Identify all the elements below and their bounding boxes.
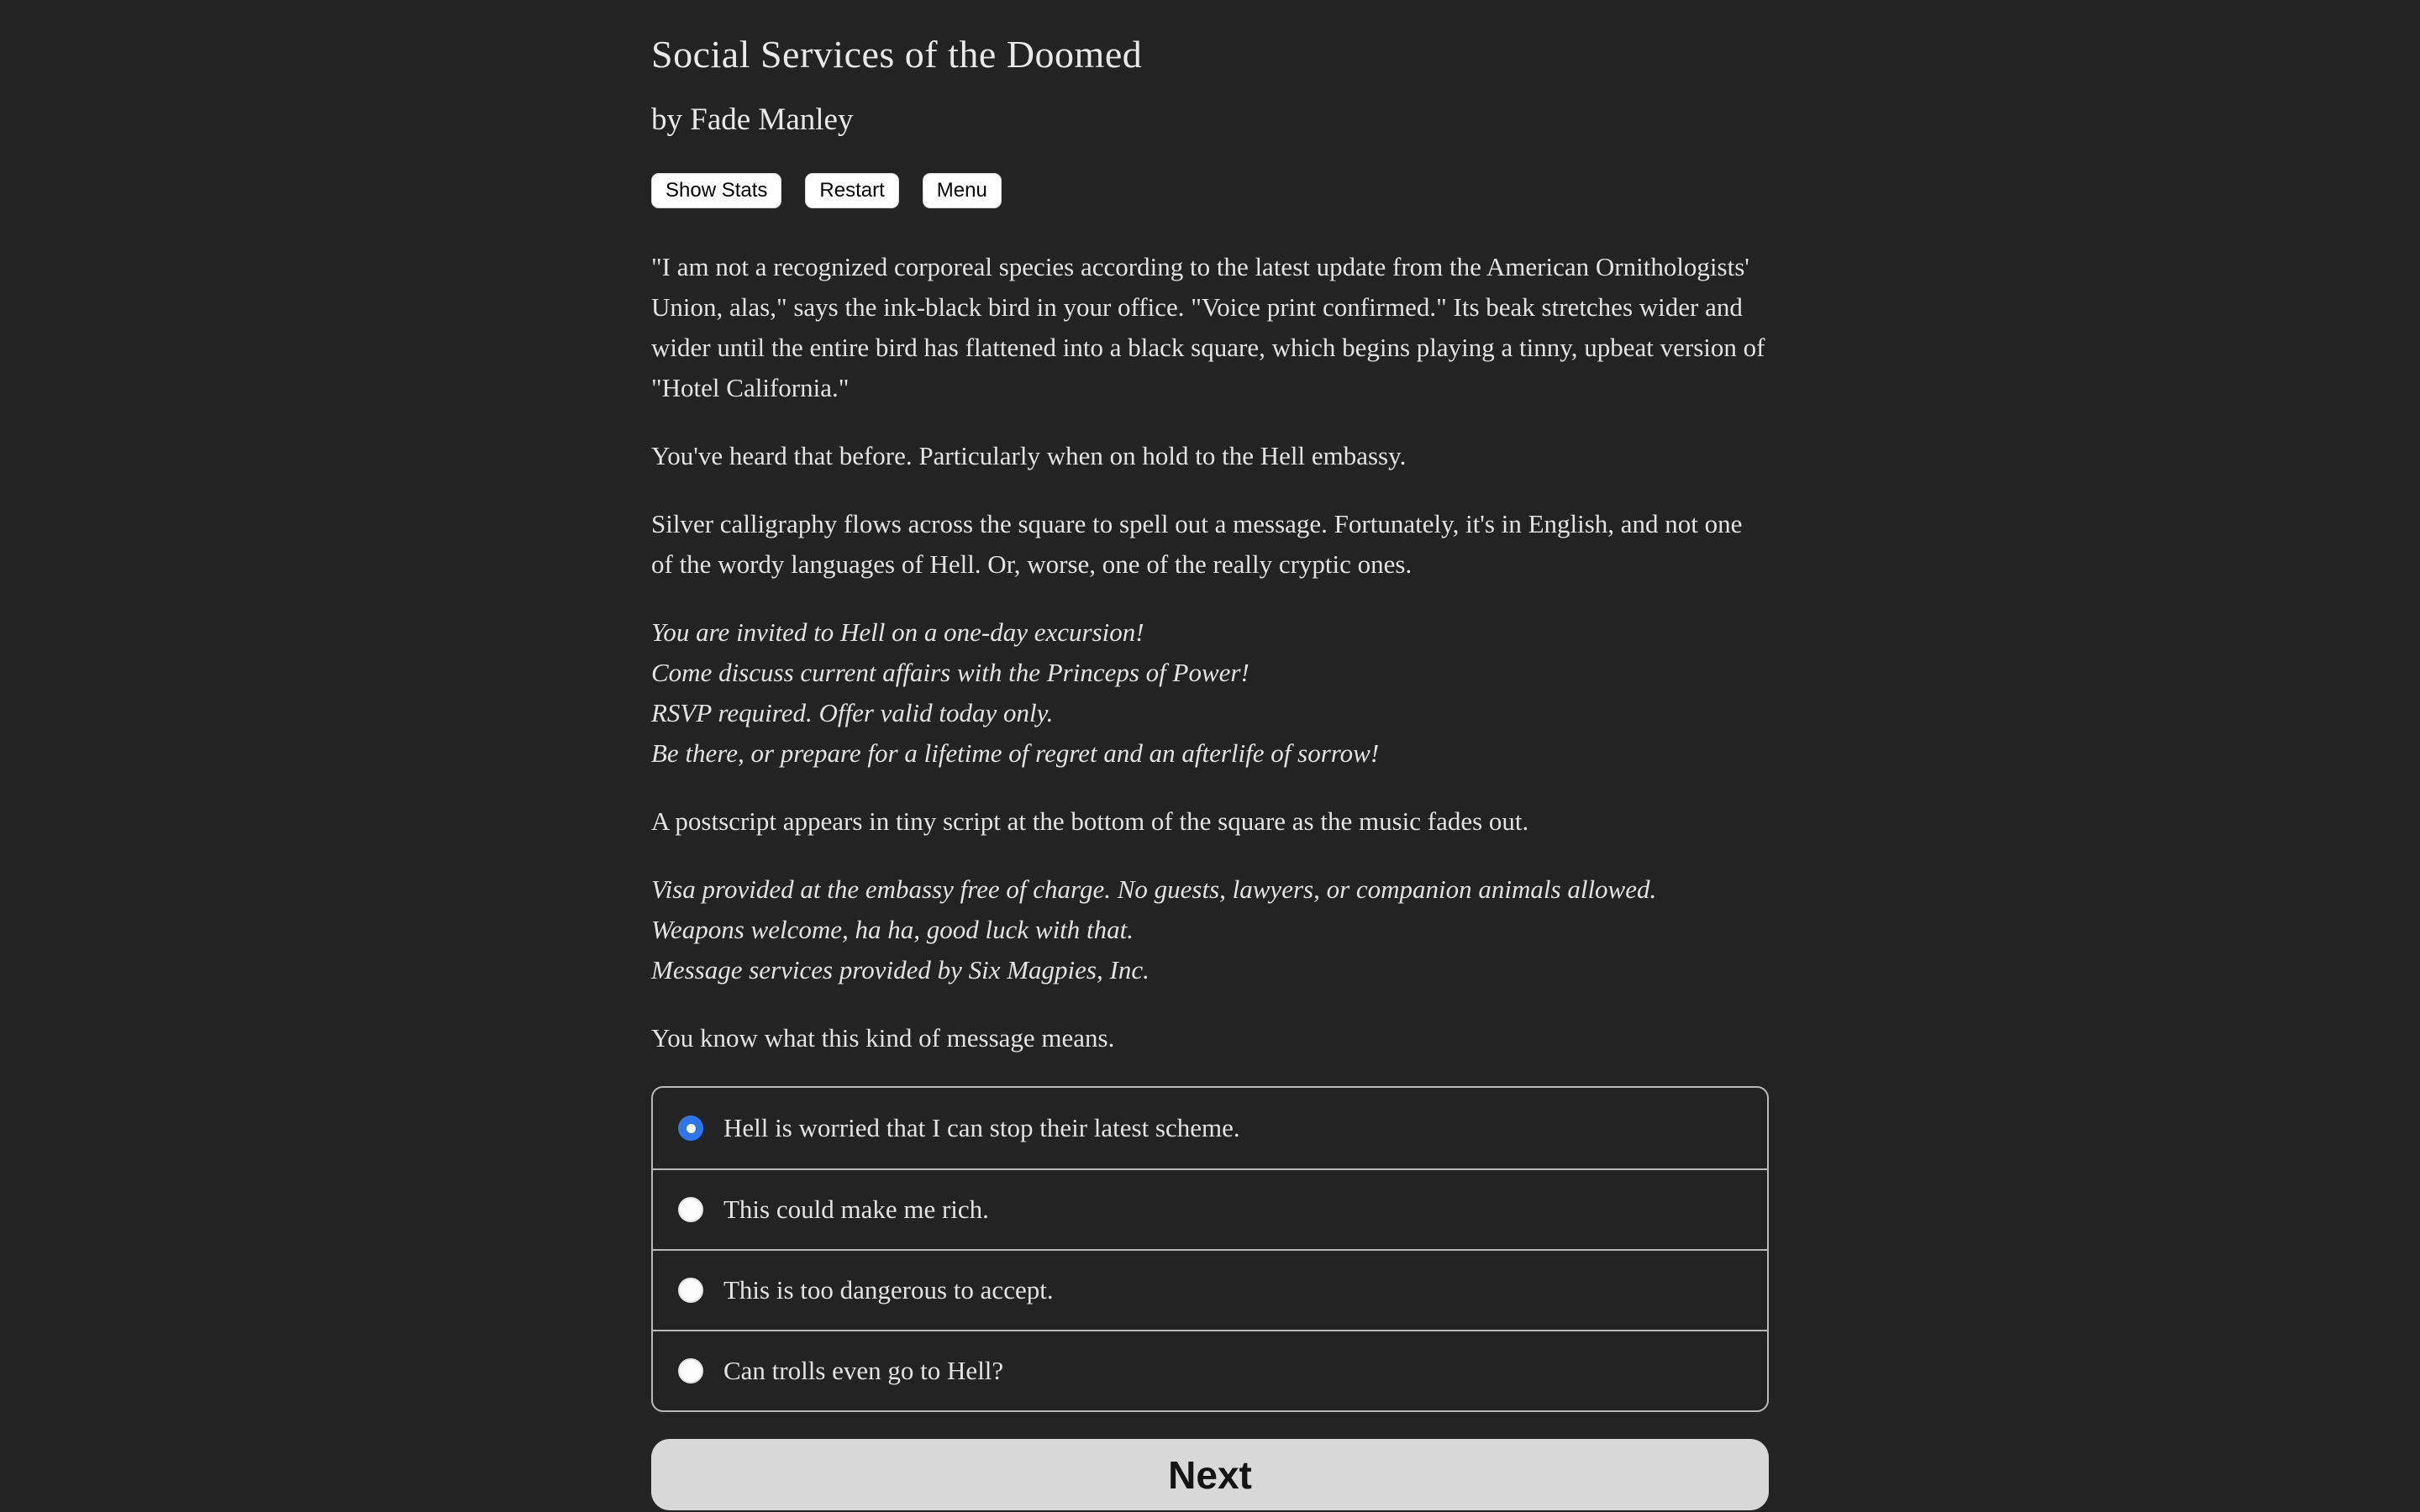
story-paragraph: [651, 247, 1769, 408]
story-paragraph: [651, 504, 1769, 585]
radio-icon[interactable]: [678, 1116, 703, 1141]
page-title: Social Services of the Doomed: [651, 33, 1143, 76]
toolbar: [651, 173, 1769, 208]
choice-label: Hell is worried that I can stop their latest scheme.: [723, 1113, 1240, 1143]
story-page: [651, 0, 1769, 1510]
story-line: You know what this kind of message means.: [651, 1023, 1115, 1053]
story-line: Weapons welcome, ha ha, good luck with that.: [651, 915, 1134, 944]
story-text: [651, 247, 1769, 1058]
story-paragraph-invitation: [651, 612, 1769, 774]
choice-label: Can trolls even go to Hell?: [723, 1356, 1004, 1386]
radio-icon[interactable]: [678, 1278, 703, 1303]
story-paragraph: [651, 436, 1769, 476]
choice-group: [651, 1086, 1769, 1412]
story-line: Visa provided at the embassy free of charge. No guests, lawyers, or companion animals allowed.: [651, 874, 1657, 904]
restart-button[interactable]: Restart: [805, 173, 898, 208]
menu-button[interactable]: Menu: [923, 173, 1002, 208]
story-paragraph: [651, 1018, 1769, 1058]
choice-label: This could make me rich.: [723, 1194, 989, 1225]
choice-option[interactable]: [653, 1088, 1767, 1168]
story-line: You've heard that before. Particularly when on hold to the Hell embassy.: [651, 441, 1407, 470]
choice-option[interactable]: [653, 1249, 1767, 1330]
choice-label: This is too dangerous to accept.: [723, 1275, 1054, 1305]
show-stats-button[interactable]: Show Stats: [651, 173, 781, 208]
story-line: Be there, or prepare for a lifetime of regret and an afterlife of sorrow!: [651, 738, 1380, 768]
story-line: Message services provided by Six Magpies, Inc.: [651, 955, 1150, 984]
story-line: RSVP required. Offer valid today only.: [651, 698, 1054, 727]
story-line: "I am not a recognized corporeal species according to the latest update from the American Ornithologists' Union, alas," says the ink-black bird in your office. "Voice print confirmed." Its beak stretches wider and wider until the entire bird has flattened into a black square, which begins playing a tinny, upbeat version of "Hotel California.": [651, 252, 1765, 402]
story-line: Silver calligraphy flows across the square to spell out a message. Fortunately, it's in English, and not one of the wordy languages of Hell. Or, worse, one of the really cryptic ones.: [651, 509, 1743, 579]
story-line: You are invited to Hell on a one-day excursion!: [651, 617, 1144, 647]
story-paragraph: [651, 801, 1769, 842]
choice-option[interactable]: [653, 1168, 1767, 1249]
choice-option[interactable]: [653, 1330, 1767, 1410]
author-byline: by Fade Manley: [651, 102, 854, 137]
radio-icon[interactable]: [678, 1197, 703, 1222]
story-paragraph-postscript: [651, 869, 1769, 990]
radio-icon[interactable]: [678, 1358, 703, 1383]
story-line: A postscript appears in tiny script at the bottom of the square as the music fades out.: [651, 806, 1529, 836]
story-line: Come discuss current affairs with the Princeps of Power!: [651, 658, 1249, 687]
next-button[interactable]: Next: [651, 1439, 1769, 1510]
